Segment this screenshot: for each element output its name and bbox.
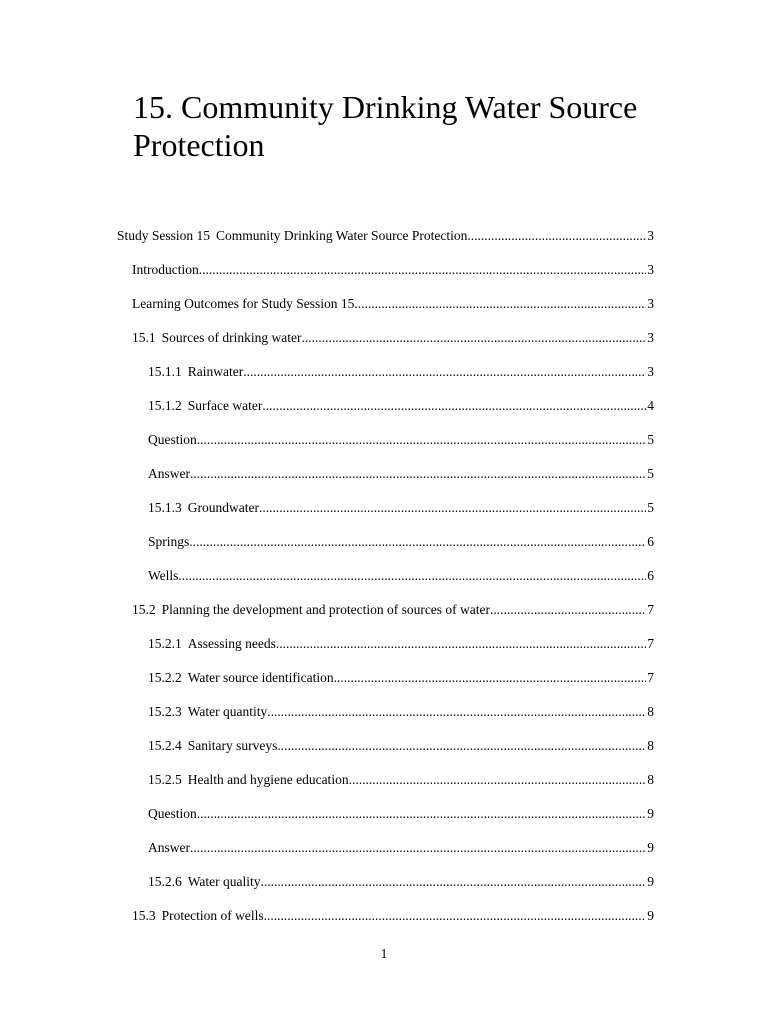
toc-entry-page: 7 <box>647 636 654 651</box>
toc-entry-15-2-1[interactable] <box>148 634 654 654</box>
toc-dot-leader <box>261 872 647 892</box>
toc-dot-leader <box>259 498 646 518</box>
toc-entry-page: 5 <box>647 466 654 481</box>
toc-entry-number: 15.2.6 <box>148 874 182 889</box>
toc-entry-15-2[interactable] <box>132 600 654 620</box>
toc-dot-leader <box>178 566 646 586</box>
toc-entry-page: 6 <box>647 568 654 583</box>
toc-entry-title: Question <box>148 806 197 821</box>
toc-entry-title: Health and hygiene education <box>187 772 349 787</box>
toc-dot-leader <box>190 464 646 484</box>
toc-entry-wells[interactable] <box>148 566 654 586</box>
toc-entry-number: 15.1.2 <box>148 398 182 413</box>
toc-entry-title: Community Drinking Water Source Protection <box>216 228 468 243</box>
toc-dot-leader <box>243 362 646 382</box>
toc-dot-leader <box>189 532 646 552</box>
toc-dot-leader <box>190 838 646 858</box>
toc-entry-15-1[interactable] <box>132 328 654 348</box>
toc-entry-title: Water quality <box>187 874 261 889</box>
toc-entry-page: 3 <box>647 228 654 243</box>
toc-entry-number: 15.2 <box>132 602 156 617</box>
toc-entry-title: Water source identification <box>187 670 334 685</box>
toc-entry-study-session-15[interactable] <box>117 226 654 246</box>
toc-entry-page: 8 <box>647 738 654 753</box>
toc-entry-page: 4 <box>647 398 654 413</box>
toc-entry-title: Surface water <box>187 398 263 413</box>
toc-entry-number: 15.2.4 <box>148 738 182 753</box>
toc-entry-page: 5 <box>647 500 654 515</box>
toc-dot-leader <box>197 804 647 824</box>
toc-entry-question[interactable] <box>148 804 654 824</box>
toc-entry-learning-outcomes[interactable] <box>132 294 654 314</box>
toc-entry-15-2-5[interactable] <box>148 770 654 790</box>
toc-entry-question[interactable] <box>148 430 654 450</box>
toc-entry-number: Study Session 15 <box>117 228 211 243</box>
toc-entry-page: 9 <box>647 806 654 821</box>
toc-entry-answer[interactable] <box>148 838 654 858</box>
toc-dot-leader <box>276 634 646 654</box>
toc-entry-title: Answer <box>148 840 190 855</box>
toc-entry-page: 3 <box>647 330 654 345</box>
toc-entry-title: Question <box>148 432 197 447</box>
toc-entry-title: Rainwater <box>187 364 244 379</box>
toc-entry-title: Water quantity <box>187 704 268 719</box>
toc-entry-title: Protection of wells <box>161 908 264 923</box>
toc-entry-title: Groundwater <box>187 500 259 515</box>
page-number: 1 <box>380 946 388 961</box>
toc-entry-introduction[interactable] <box>132 260 654 280</box>
toc-entry-15-2-3[interactable] <box>148 702 654 722</box>
toc-entry-page: 3 <box>647 364 654 379</box>
toc-entry-15-1-3[interactable] <box>148 498 654 518</box>
toc-dot-leader <box>277 736 646 756</box>
toc-entry-number: 15.2.2 <box>148 670 182 685</box>
toc-entry-number: 15.1.3 <box>148 500 182 515</box>
toc-entry-title: Planning the development and protection of sources of water <box>161 602 491 617</box>
toc-entry-number: 15.2.3 <box>148 704 182 719</box>
toc-entry-page: 3 <box>647 262 654 277</box>
toc-entry-page: 7 <box>647 670 654 685</box>
toc-entry-number: 15.1 <box>132 330 156 345</box>
toc-entry-number: 15.2.5 <box>148 772 182 787</box>
toc-entry-page: 9 <box>647 908 654 923</box>
toc-dot-leader <box>197 430 647 450</box>
toc-entry-answer[interactable] <box>148 464 654 484</box>
toc-dot-leader <box>349 770 647 790</box>
toc-entry-number: 15.1.1 <box>148 364 182 379</box>
toc-entry-springs[interactable] <box>148 532 654 552</box>
toc-entry-15-1-1[interactable] <box>148 362 654 382</box>
toc-dot-leader <box>354 294 646 314</box>
toc-entry-15-1-2[interactable] <box>148 396 654 416</box>
toc-dot-leader <box>301 328 646 348</box>
toc-dot-leader <box>262 396 646 416</box>
toc-entry-page: 9 <box>647 840 654 855</box>
toc-entry-page: 8 <box>647 704 654 719</box>
toc-dot-leader <box>334 668 647 688</box>
toc-entry-number: 15.3 <box>132 908 156 923</box>
toc-entry-page: 7 <box>647 602 654 617</box>
toc-entry-title: Sanitary surveys <box>187 738 278 753</box>
toc-dot-leader <box>467 226 646 246</box>
toc-entry-15-2-2[interactable] <box>148 668 654 688</box>
toc-entry-page: 8 <box>647 772 654 787</box>
toc-entry-number: 15.2.1 <box>148 636 182 651</box>
toc-entry-title: Sources of drinking water <box>161 330 302 345</box>
toc-dot-leader <box>267 702 646 722</box>
toc-entry-title: Answer <box>148 466 190 481</box>
toc-entry-title: Wells <box>148 568 179 583</box>
toc-dot-leader <box>264 906 647 926</box>
toc-entry-title: Assessing needs <box>187 636 276 651</box>
toc-entry-title: Springs <box>148 534 190 549</box>
toc-dot-leader <box>199 260 647 280</box>
toc-entry-page: 9 <box>647 874 654 889</box>
toc-entry-15-3[interactable] <box>132 906 654 926</box>
toc-entry-15-2-6[interactable] <box>148 872 654 892</box>
page-title: 15. Community Drinking Water Source Protection <box>133 89 638 163</box>
toc-entry-page: 3 <box>647 296 654 311</box>
toc-entry-page: 5 <box>647 432 654 447</box>
toc-entry-title: Learning Outcomes for Study Session 15 <box>132 296 355 311</box>
toc-entry-15-2-4[interactable] <box>148 736 654 756</box>
toc-entry-title: Introduction <box>132 262 199 277</box>
toc-entry-page: 6 <box>647 534 654 549</box>
toc-dot-leader <box>490 600 646 620</box>
